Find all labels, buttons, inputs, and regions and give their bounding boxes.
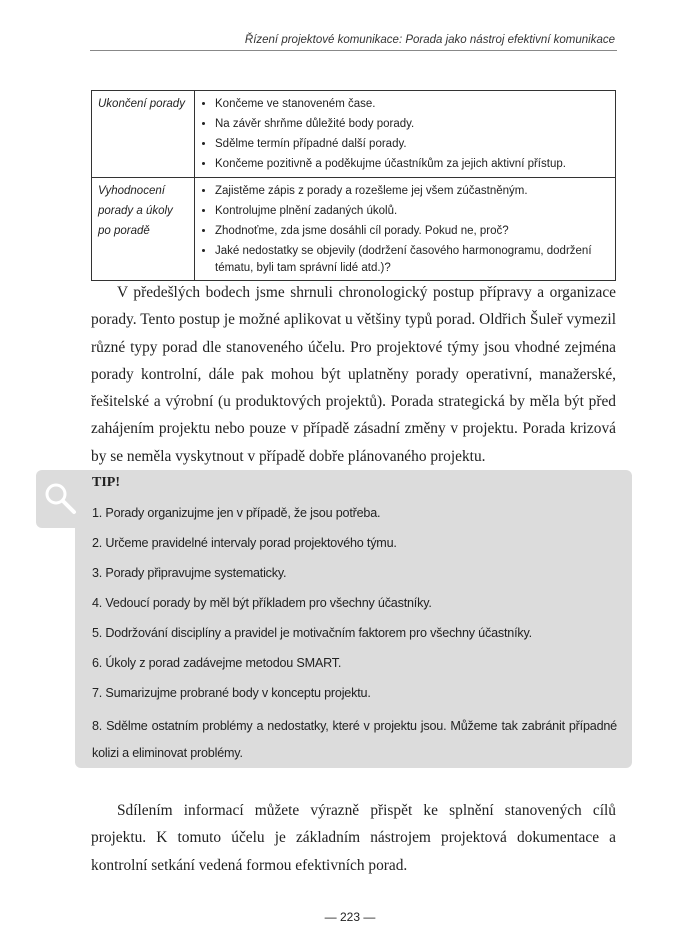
row-key: Ukončení porady: [92, 91, 195, 178]
tip-item: 8. Sdělme ostatním problémy a nedostatky, které v projektu jsou. Můžeme tak zabránit případné kolizi a eliminovat problémy.: [92, 719, 617, 760]
tip-item: 2. Určeme pravidelné intervaly porad projektového týmu.: [92, 536, 397, 550]
tip-item: 7. Sumarizujme probrané body v konceptu projektu.: [92, 686, 371, 700]
paragraph: Sdílením informací můžete výrazně přispět ke splnění stanovených cílů projektu. K tomuto účelu je základním nástrojem projektová dokumentace a kontrolní setkání vedená formou efektivních porad.: [91, 802, 616, 874]
list-item: • Kontrolujme plnění zadaných úkolů.: [215, 201, 609, 221]
tip-item: 5. Dodržování disciplíny a pravidel je motivačním faktorem pro všechny účastníky.: [92, 626, 532, 640]
list-item: • Končeme ve stanoveném čase.: [215, 94, 609, 114]
tip-item: 3. Porady připravujme systematicky.: [92, 566, 287, 580]
tip-list: [92, 503, 617, 777]
tip-item: 1. Porady organizujme jen v případě, že jsou potřeba.: [92, 506, 381, 520]
list-item: • Sdělme termín případné další porady.: [215, 134, 609, 154]
page-number: — 223 —: [324, 910, 376, 924]
list-item: • Zhodnoťme, zda jsme dosáhli cíl porady. Pokud ne, proč?: [215, 221, 609, 241]
tip-item: 4. Vedoucí porady by měl být příkladem pro všechny účastníky.: [92, 596, 432, 610]
meeting-table: [91, 90, 616, 281]
paragraph: V předešlých bodech jsme shrnuli chronologický postup přípravy a organizace porady. Tento postup je možné aplikovat u většiny typů porad. Oldřich Šuleř vymezil různé typy porad dle stanoveného účelu. Pro projektové týmy jsou vhodné zejména porady kontrolní, dále pak mohou být uplatněny porady operativní, manažerské, řešitelské a výrobní (u produktových projektů). Porada strategická by měla být před zahájením projektu nebo pouze v případě zásadní změny v projektu. Porada krizová by se neměla vyskytnout v případě dobře plánovaného projektu.: [91, 284, 616, 465]
list-item: • Zajistěme zápis z porady a rozešleme jej všem zúčastněným.: [215, 181, 609, 201]
table-row: [92, 91, 616, 178]
running-header: Řízení projektové komunikace: Porada jako nástroj efektivní komunikace: [244, 34, 615, 46]
list-item: • Jaké nedostatky se objevily (dodržení časového harmonogramu, dodržení tématu, byli tam správní lidé atd.)?: [215, 243, 609, 277]
row-key: Vyhodnocení porady a úkoly po poradě: [92, 178, 195, 281]
list-item: • Na závěr shrňme důležité body porady.: [215, 114, 609, 134]
tip-item: 6. Úkoly z porad zadávejme metodou SMART.: [92, 656, 342, 670]
table-row: [92, 178, 616, 281]
tip-title: TIP!: [92, 475, 120, 490]
header-rule: [90, 50, 617, 51]
list-item: • Končeme pozitivně a poděkujme účastníkům za jejich aktivní přístup.: [215, 154, 609, 174]
magnifier-icon: [42, 480, 78, 516]
